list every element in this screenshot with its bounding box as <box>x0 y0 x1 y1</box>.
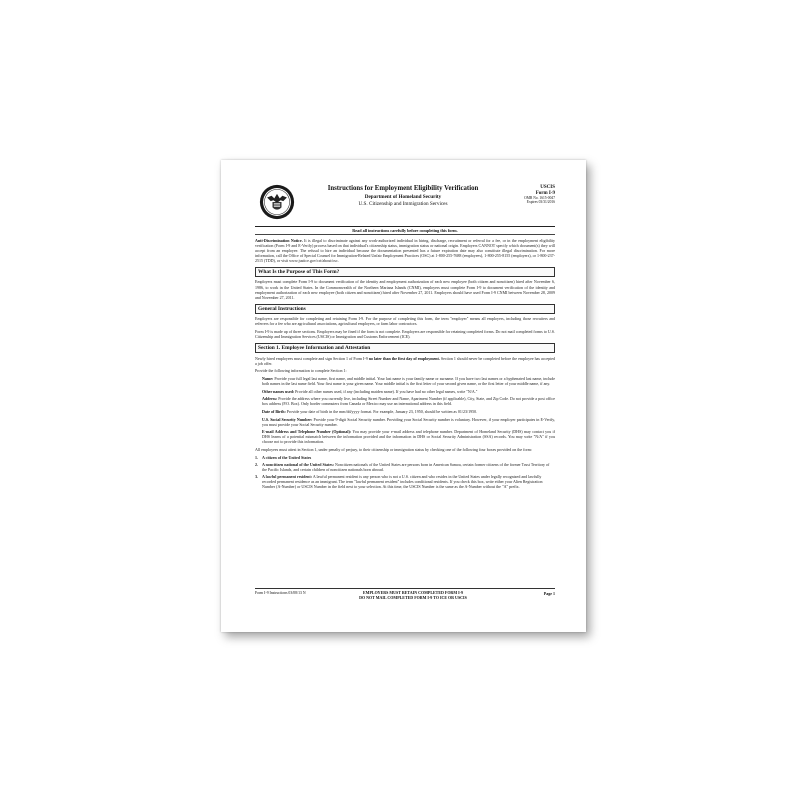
list-label: A noncitizen national of the United States: <box>262 461 334 467</box>
list-text: A lawful permanent resident is any person who is not a U.S. citizen and who resides in the United States under legally recognized and lawfully recorded permanent residence as an immigrant. The term "lawful permanent resident" includes conditional residents. If you check this box, write either your Alien Registration Number (A-Number) or USCIS Number in the field next to your selection. At this time, the USCIS Number is the same as the A-Number without the "A" prefix. <box>262 473 543 490</box>
section1-provide: Provide the following information to complete Section 1: <box>255 368 347 374</box>
list-number: 3. <box>255 473 258 479</box>
field-label: Address: <box>262 396 278 402</box>
field-email-phone <box>262 429 555 444</box>
general-instructions-heading: General Instructions <box>255 304 555 314</box>
section1-intro-c: Section 1 should never be completed before the employee has accepted a job offer. <box>255 355 555 366</box>
section1-heading: Section 1. Employee Information and Attestation <box>255 343 555 353</box>
form-agency: USCIS <box>540 185 555 190</box>
page-content <box>255 182 555 491</box>
agency-name: U.S. Citizenship and Immigration Services <box>358 201 448 207</box>
field-other-names <box>262 389 555 394</box>
list-item <box>255 455 555 460</box>
field-text: Provide all other names used, if any (including maiden name). If you have had no other legal names, write "N/A." <box>295 388 478 394</box>
list-label: A lawful permanent resident: <box>262 473 313 479</box>
document-page <box>221 160 586 632</box>
list-item <box>255 474 555 489</box>
department-name: Department of Homeland Security <box>364 194 442 200</box>
omb-number: OMB No. 1615-0047 <box>524 196 555 200</box>
section1-intro-b: no later than the first day of employment. <box>368 355 440 361</box>
field-text: Provide the address where you currently live, including Street Number and Name, Apartment Number (if applicable), City, State, and Zip Code. Do not provide a post office box address (P.O. Box). Only border commuters from Canada or Mexico may use an international address in this field. <box>262 396 556 407</box>
dhs-seal-icon <box>259 184 295 220</box>
footer-mail-notice: DO NOT MAIL COMPLETED FORM I-9 TO ICE OR USCIS <box>359 594 467 600</box>
field-ssn <box>262 417 555 427</box>
page-footer <box>255 588 555 600</box>
list-number: 2. <box>255 461 258 467</box>
form-title: Instructions for Employment Eligibility Verification <box>327 185 479 192</box>
expiration-date: Expires 03/31/2016 <box>526 200 555 204</box>
field-text: Provide your 9-digit Social Security number. Providing your Social Security number is voluntary. However, if your employer participates in E-Verify, you must provide your Social Security number. <box>262 416 556 427</box>
purpose-heading: What Is the Purpose of This Form? <box>255 267 555 277</box>
anti-discrimination-text: It is illegal to discriminate against any work-authorized individual in hiring, discharge, recruitment or referral for a fee, or in the employment eligibility verification (Form I-9 and E-Verify) process based on that individual's citizenship status, immigration status or national origin. Employers CANNOT specify which document(s) they will accept from an employee. The refusal to hire an individual because the documentation presented has a future expiration date may also constitute illegal discrimination. For more information, call the Office of Special Counsel for Immigration-Related Unfair Employment Practices (OSC) at 1-800-255-7688 (employees), 1-800-255-8155 (employers), or 1-800-237-2515 (TDD), or visit www.justice.gov/crt/about/osc. <box>255 237 556 263</box>
list-item <box>255 462 555 472</box>
field-label: Other names used: <box>262 388 295 394</box>
form-header <box>255 182 555 226</box>
list-label: A citizen of the United States <box>262 454 312 460</box>
footer-retain-notice: EMPLOYERS MUST RETAIN COMPLETED FORM I-9 <box>363 590 463 595</box>
form-number: Form I-9 <box>535 190 555 196</box>
footer-form-id: Form I-9 Instructions 03/08/13 N <box>255 591 306 595</box>
field-text: You may provide your e-mail address and telephone number. Department of Homeland Security (DHS) may contact you if DHS learns of a potential mismatch between the information provided and the information in DHS or Social Security Administration (SSA) records. You may write "N/A" if you choose not to provide this information. <box>262 429 555 445</box>
field-label: Date of Birth: <box>262 408 286 414</box>
header-titles <box>295 185 511 207</box>
form-id-box <box>509 185 555 204</box>
attestation-intro: All employees must attest in Section 1, under penalty of perjury, to their citizenship or immigration status by checking one of the following four boxes provided on the form: <box>255 447 533 453</box>
read-all-notice: Read all instructions carefully before completing this form. <box>255 227 555 235</box>
field-address <box>262 396 555 406</box>
list-number: 1. <box>255 454 258 460</box>
purpose-text: Employers must complete Form I-9 to document verification of the identity and employment authorization of each new employee (both citizen and noncitizen) hired after November 6, 1986, to work in the United States. In the Commonwealth of the Northern Mariana Islands (CNMI), employers must complete Form I-9 to document verification of the identity and employment authorization of each new employee (both citizen and noncitizen) hired after November 27, 2011. Employers should have used Form I-9 CNMI between November 28, 2009 and November 27, 2011. <box>255 279 555 300</box>
field-name <box>262 376 555 386</box>
general-paragraph-1: Employers are responsible for completing and retaining Form I-9. For the purpose of completing this form, the term "employer" means all employers, including those recruiters and referrers for a fee who are agricultural associations, agricultural employers, or farm labor contractors. <box>255 316 555 327</box>
section1-intro <box>255 356 555 366</box>
footer-notice <box>333 591 493 601</box>
field-label: Name: <box>262 376 274 381</box>
field-date-of-birth <box>262 409 555 414</box>
field-instructions <box>262 376 555 445</box>
list-text: Noncitizen nationals of the United States are persons born in American Samoa, certain former citizens of the former Trust Territory of the Pacific Islands, and certain children of noncitizen nationals born abroad. <box>262 461 550 472</box>
section1-intro-a: Newly hired employees must complete and sign Section 1 of Form I-9 <box>255 355 368 361</box>
general-paragraph-2: Form I-9 is made up of three sections. Employers may be fined if the form is not complete. Employers are responsible for retaining completed forms. Do not mail completed forms to U.S. Citizenship and Immigration Services (USCIS) or Immigration and Customs Enforcement (ICE). <box>255 329 555 340</box>
field-text: Provide your full legal last name, first name, and middle initial. Your last name is your family name or surname. If you have two last names or a hyphenated last name, include both names in the last name field. Your first name is your given name. Your middle initial is the first letter of your second given name, or the first letter of your middle name, if any. <box>262 376 556 387</box>
anti-discrimination-label: Anti-Discrimination Notice. <box>255 237 303 243</box>
page-number: Page 1 <box>543 591 555 596</box>
field-text: Provide your date of birth in the mm/dd/yyyy format. For example, January 23, 1950, should be written as 01/23/1950. <box>286 408 478 414</box>
field-label: E-mail Address and Telephone Number (Optional): <box>262 429 352 435</box>
field-label: U.S. Social Security Number: <box>262 416 313 422</box>
anti-discrimination-notice <box>255 238 555 263</box>
